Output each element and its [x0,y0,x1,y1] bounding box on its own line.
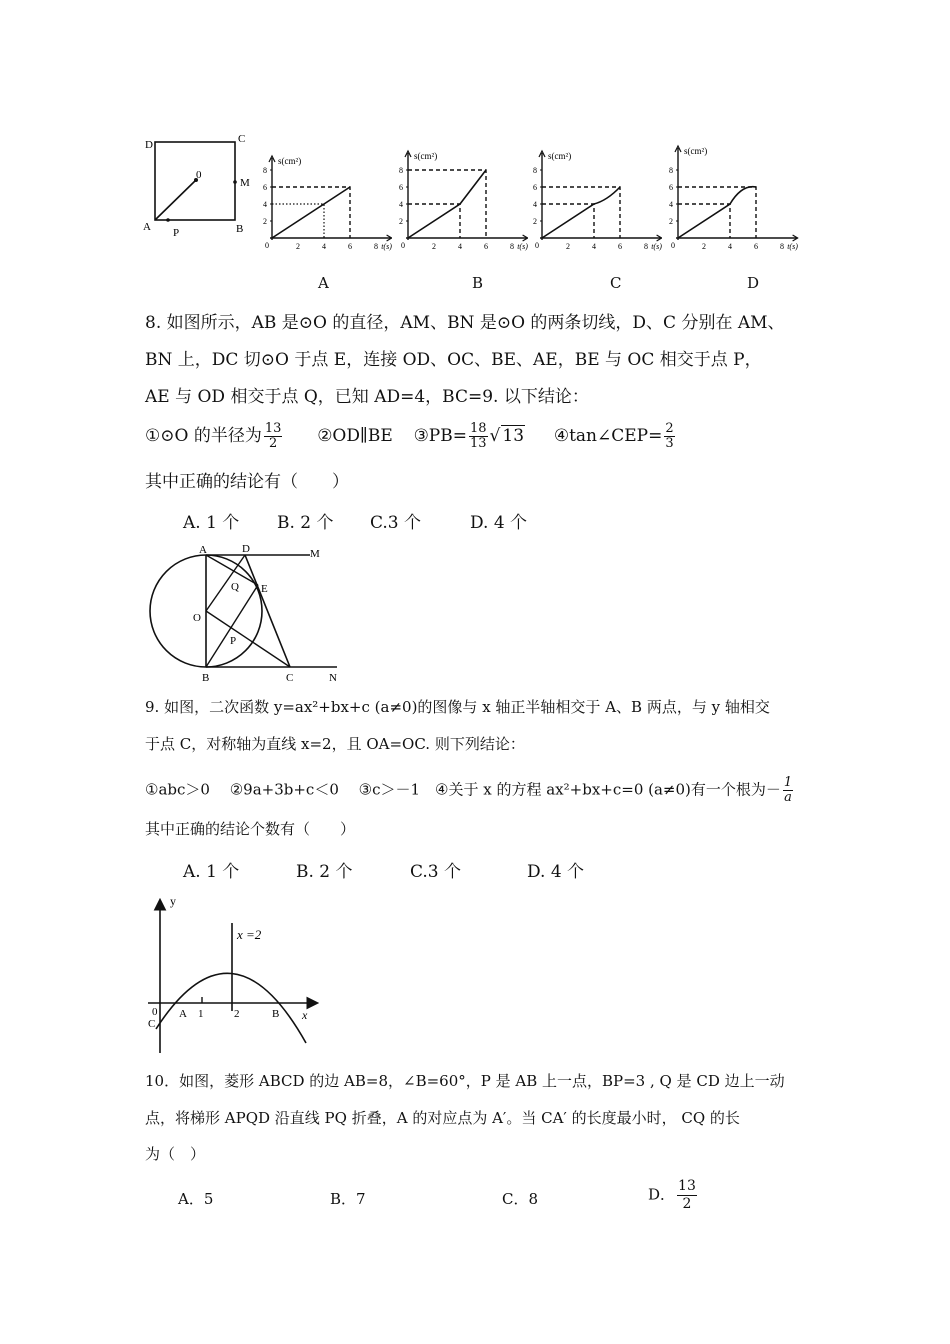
square-label-d: D [145,139,153,151]
x-tick-label: 8 [510,242,514,251]
y-axis-label: s(cm²) [684,146,708,156]
data-line [542,187,620,238]
q9-root-fraction [783,776,793,805]
q8-question: 其中正确的结论有（ ） [145,472,349,492]
q10-option-b[interactable]: B．7 [330,1190,366,1208]
q7-option-label-b: B [472,274,484,292]
x-tick-label: 6 [618,242,622,251]
q8-c1-den: 2 [268,436,278,451]
x-tick-label: 8 [644,242,648,251]
y-axis-label: s(cm²) [548,151,572,161]
y-tick-label: 6 [533,183,537,192]
x-axis-label: t(s) [651,242,662,251]
q8-fig-label-m: M [310,548,320,560]
q8-c4-prefix: ④tan∠CEP= [553,426,663,446]
y-tick-label: 8 [263,166,267,175]
q9-fig-label-c: C [148,1018,156,1030]
y-tick-label: 4 [399,200,403,209]
x-tick-label: 6 [754,242,758,251]
q8-fig-label-c: C [286,672,294,684]
x-tick-label: 4 [728,242,732,251]
q9-root-den: a [784,790,792,805]
q9-root-num: 1 [783,775,793,790]
q9-option-b[interactable]: B. 2 个 [296,862,353,882]
q8-fig-label-a: A [199,544,207,556]
y-tick-label: 4 [533,200,537,209]
x-tick-label: 4 [592,242,596,251]
q9-line-1: 9. 如图，二次函数 y=ax²+bx+c (a≠0)的图像与 x 轴正半轴相交于 A、B 两点，与 y 轴相交 [145,698,770,716]
x-tick-label: 2 [702,242,706,251]
q8-conclusions: ①⊙O 的半径为 $\frac{13}{2}$ ②OD∥BE ③PB= $\frac{18}{13}$ √ 13 ④tan∠CEP= $\frac{2}{3}$ [145,421,674,451]
origin-label: 0 [535,241,539,250]
y-tick-label: 2 [399,217,403,226]
q8-c4-num: 2 [665,421,674,436]
q10-line-3: 为（ ） [145,1145,206,1163]
q9-option-d[interactable]: D. 4 个 [527,862,585,882]
square-label-c: C [238,133,246,145]
x-tick-label: 4 [458,242,462,251]
q9-parabola-figure [140,893,330,1058]
y-tick-label: 4 [263,200,267,209]
q10-option-d[interactable] [648,1178,699,1213]
q8-c3-fraction [469,422,488,451]
y-tick-label: 2 [533,217,537,226]
y-tick-label: 8 [399,166,403,175]
q8-c1-prefix: ①⊙O 的半径为 [145,426,262,446]
y-tick-label: 6 [263,183,267,192]
q9-conclusions-text: ①abc＞0 ②9a+3b+c＜0 ③c＞－1 ④关于 x 的方程 ax²+bx+c=0 (a≠0)有一个根为－ [145,780,781,799]
q9-question: 其中正确的结论个数有（ ） [145,820,356,838]
x-tick-label: 6 [348,242,352,251]
q7-graph-c [532,145,662,260]
square-label-o: 0 [196,169,202,181]
data-line [678,187,756,238]
x-axis-label: t(s) [787,242,798,251]
square-label-p: P [173,227,180,239]
q9-option-c[interactable]: C.3 个 [410,862,462,882]
q8-line-2: BN 上，DC 切⊙O 于点 E，连接 OD、OC、BE、AE，BE 与 OC 相交于点 P， [145,350,762,370]
q10-option-d-den: 2 [682,1196,692,1212]
q8-c3-prefix: ③PB= [413,426,467,446]
q8-c4-fraction [664,422,674,451]
q7-option-label-c: C [610,274,622,292]
q8-c1-fraction [264,422,283,451]
q8-option-a[interactable]: A. 1 个 [183,513,240,533]
q9-fig-label-one: 1 [198,1008,204,1020]
x-tick-label: 2 [296,242,300,251]
q8-fig-label-o: O [193,612,201,624]
q8-fig-label-q: Q [231,581,239,593]
y-axis-label: s(cm²) [414,151,438,161]
q10-option-c[interactable]: C．8 [502,1190,539,1208]
x-tick-label: 8 [374,242,378,251]
q8-option-b[interactable]: B. 2 个 [277,513,334,533]
q10-option-d-fraction [677,1178,697,1213]
q7-square-figure [140,130,260,240]
q8-c1-num: 13 [264,421,282,436]
q9-line-2: 于点 C，对称轴为直线 x=2，且 OA=OC. 则下列结论： [145,735,525,753]
x-tick-label: 4 [322,242,326,251]
square-label-m: M [240,177,250,189]
q8-option-c[interactable]: C.3 个 [370,513,422,533]
origin-label: 0 [401,241,405,250]
q8-fig-label-b: B [202,672,210,684]
q8-c3-den: 13 [469,436,487,451]
q8-c3-num: 18 [469,421,487,436]
origin-label: 0 [671,241,675,250]
q8-c4-den: 3 [665,436,674,451]
x-tick-label: 2 [432,242,436,251]
x-tick-label: 8 [780,242,784,251]
q8-fig-label-e: E [261,583,268,595]
q7-option-label-a: A [318,274,329,292]
q8-fig-label-d: D [242,543,250,555]
q8-circle-figure [145,540,375,685]
y-tick-label: 2 [263,217,267,226]
q9-fig-label-two: 2 [234,1008,240,1020]
y-tick-label: 4 [669,200,673,209]
q9-fig-label-a: A [179,1008,187,1020]
q8-line-1: 8. 如图所示，AB 是⊙O 的直径，AM、BN 是⊙O 的两条切线，D、C 分别在 AM、 [145,313,785,333]
q9-fig-label-axis: x =2 [237,927,262,942]
y-tick-label: 6 [669,183,673,192]
data-line [272,187,350,238]
x-tick-label: 6 [484,242,488,251]
q10-option-d-num: 13 [678,1178,696,1194]
q8-fig-label-n: N [329,672,337,684]
q8-option-d[interactable]: D. 4 个 [470,513,528,533]
y-tick-label: 2 [669,217,673,226]
q10-option-a[interactable]: A．5 [178,1190,214,1208]
q8-c2: ②OD∥BE [317,426,393,446]
q7-graph-a [262,150,392,260]
x-axis-label: t(s) [381,242,392,251]
q9-conclusions [145,776,795,805]
q9-fig-label-b: B [272,1008,280,1020]
q8-line-3: AE 与 OD 相交于点 Q，已知 AD=4，BC=9. 以下结论： [145,387,589,407]
q7-graph-d [668,140,808,260]
square-label-a: A [143,221,151,233]
q7-graph-b [398,145,528,260]
q10-option-d-prefix: D． [648,1185,676,1204]
q8-fig-label-p: P [230,635,237,647]
q9-fig-label-o: 0 [152,1006,158,1018]
y-tick-label: 6 [399,183,403,192]
y-tick-label: 8 [533,166,537,175]
square-label-b: B [236,223,244,235]
x-tick-label: 2 [566,242,570,251]
q7-option-label-d: D [747,274,760,292]
q10-line-2: 点，将梯形 APQD 沿直线 PQ 折叠，A 的对应点为 A′。当 CA′ 的长度最小时， CQ 的长 [145,1109,740,1127]
q8-c3-sqrt: 13 [502,426,525,446]
q9-fig-label-x: x [302,1008,308,1022]
y-tick-label: 8 [669,166,673,175]
y-axis-label: s(cm²) [278,156,302,166]
q10-line-1: 10．如图，菱形 ABCD 的边 AB=8，∠B=60°，P 是 AB 上一点，BP=3 , Q 是 CD 边上一动 [145,1072,785,1090]
origin-label: 0 [265,241,269,250]
q9-option-a[interactable]: A. 1 个 [183,862,240,882]
q9-fig-label-y: y [170,894,176,908]
x-axis-label: t(s) [517,242,528,251]
